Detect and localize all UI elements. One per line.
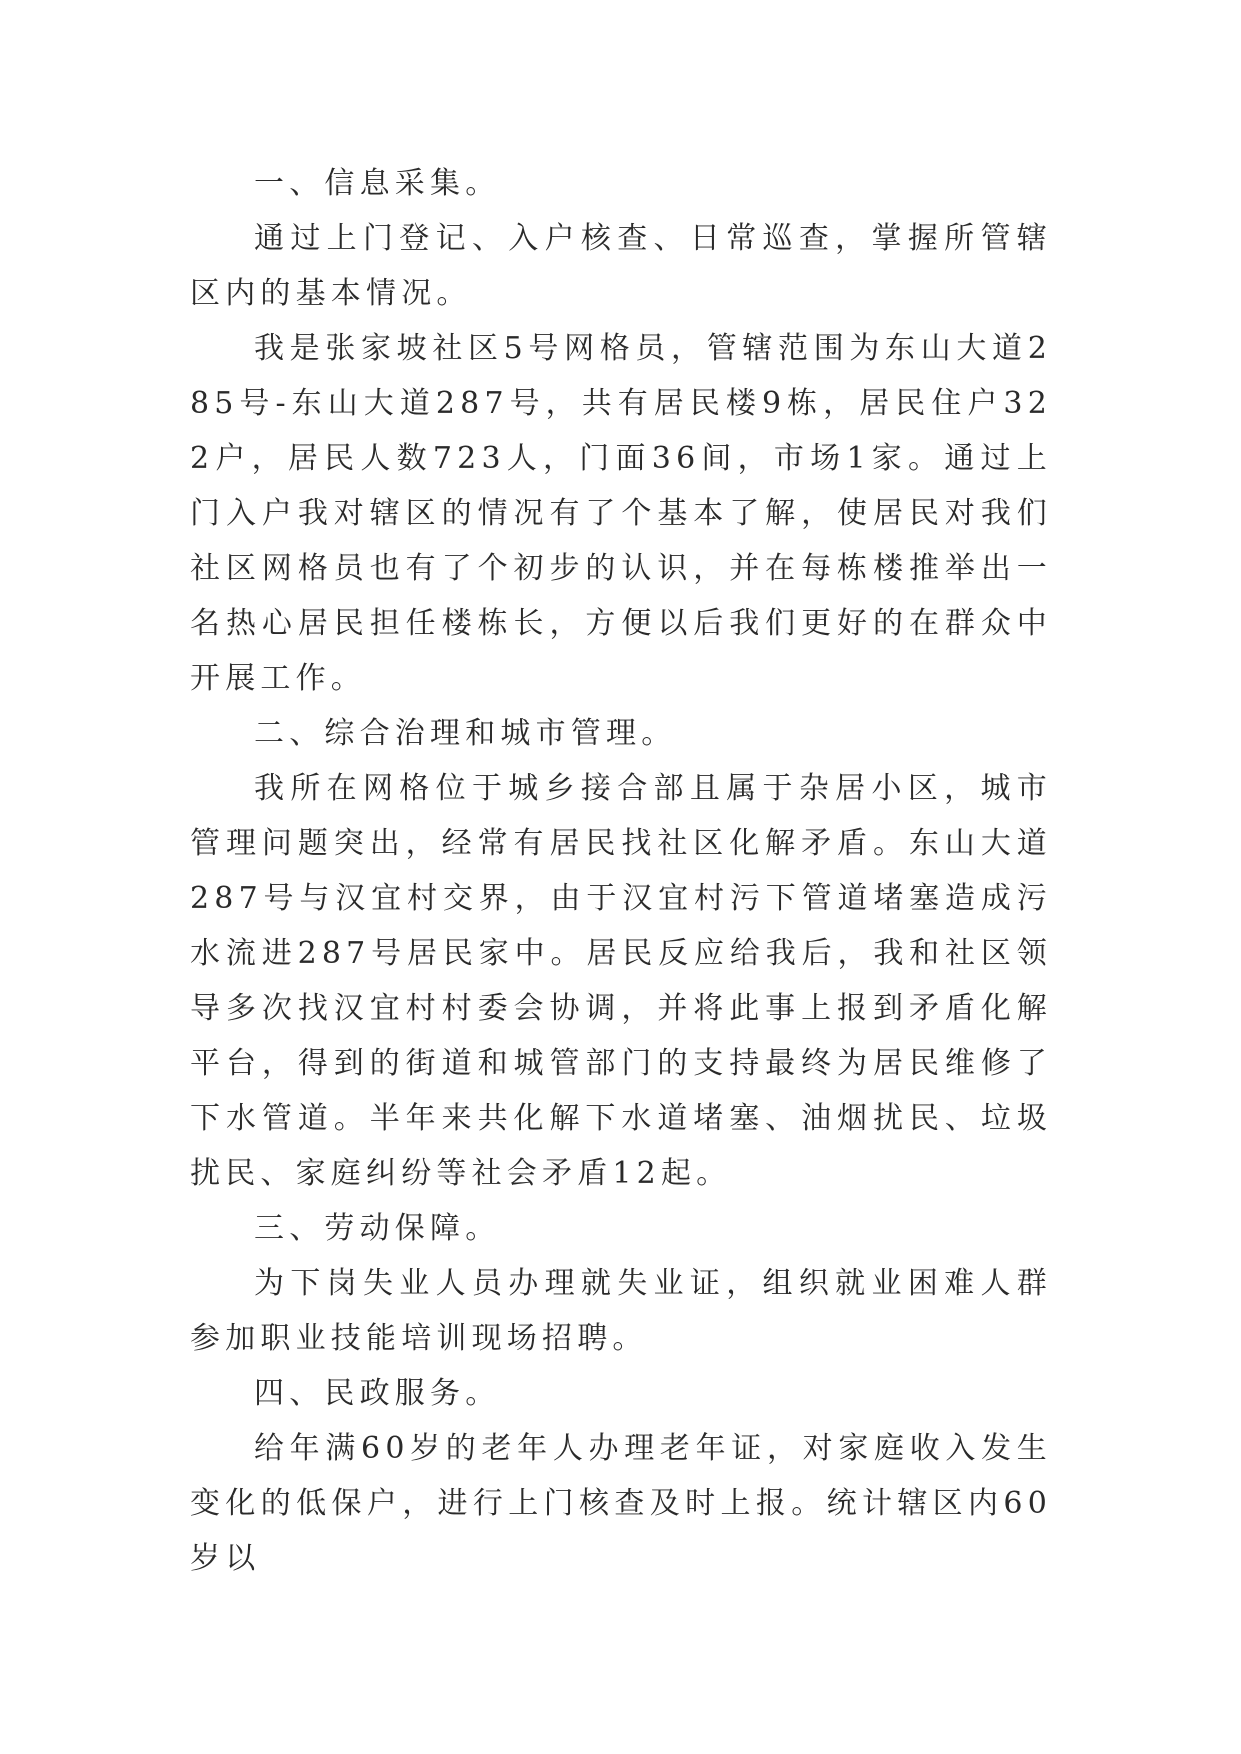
heading-comprehensive-governance: 二、综合治理和城市管理。: [254, 716, 677, 751]
heading-information-collection: 一、信息采集。: [254, 166, 501, 201]
paragraph-grid-scope: 我是张家坡社区5号网格员，管辖范围为东山大道285号-东山大道287号，共有居民楼9栋，居民住户322户，居民人数723人，门面36间，市场1家。通过上门入户我对辖区的情况有了个基本了解，使居民对我们社区网格员也有了个初步的认识，并在每栋楼推举出一名热心居民担任楼栋长，方便以后我们更好的在群众中开展工作。: [190, 331, 1052, 696]
paragraph-comprehensive-governance: 我所在网格位于城乡接合部且属于杂居小区，城市管理问题突出，经常有居民找社区化解矛盾。东山大道287号与汉宜村交界，由于汉宜村污下管道堵塞造成污水流进287号居民家中。居民反应给我后，我和社区领导多次找汉宜村村委会协调，并将此事上报到矛盾化解平台，得到的街道和城管部门的支持最终为居民维修了下水管道。半年来共化解下水道堵塞、油烟扰民、垃圾扰民、家庭纠纷等社会矛盾12起。: [190, 771, 1052, 1191]
paragraph-civil-affairs: 给年满60岁的老年人办理老年证，对家庭收入发生变化的低保户，进行上门核查及时上报。统计辖区内60岁以: [190, 1431, 1052, 1576]
heading-labor-security: 三、劳动保障。: [254, 1211, 501, 1246]
paragraph-information-collection-intro: 通过上门登记、入户核查、日常巡查，掌握所管辖区内的基本情况。: [190, 221, 1052, 311]
document-body: [190, 156, 1052, 1586]
paragraph-labor-security: 为下岗失业人员办理就失业证，组织就业困难人群参加职业技能培训现场招聘。: [190, 1266, 1052, 1356]
heading-civil-affairs: 四、民政服务。: [254, 1376, 501, 1411]
